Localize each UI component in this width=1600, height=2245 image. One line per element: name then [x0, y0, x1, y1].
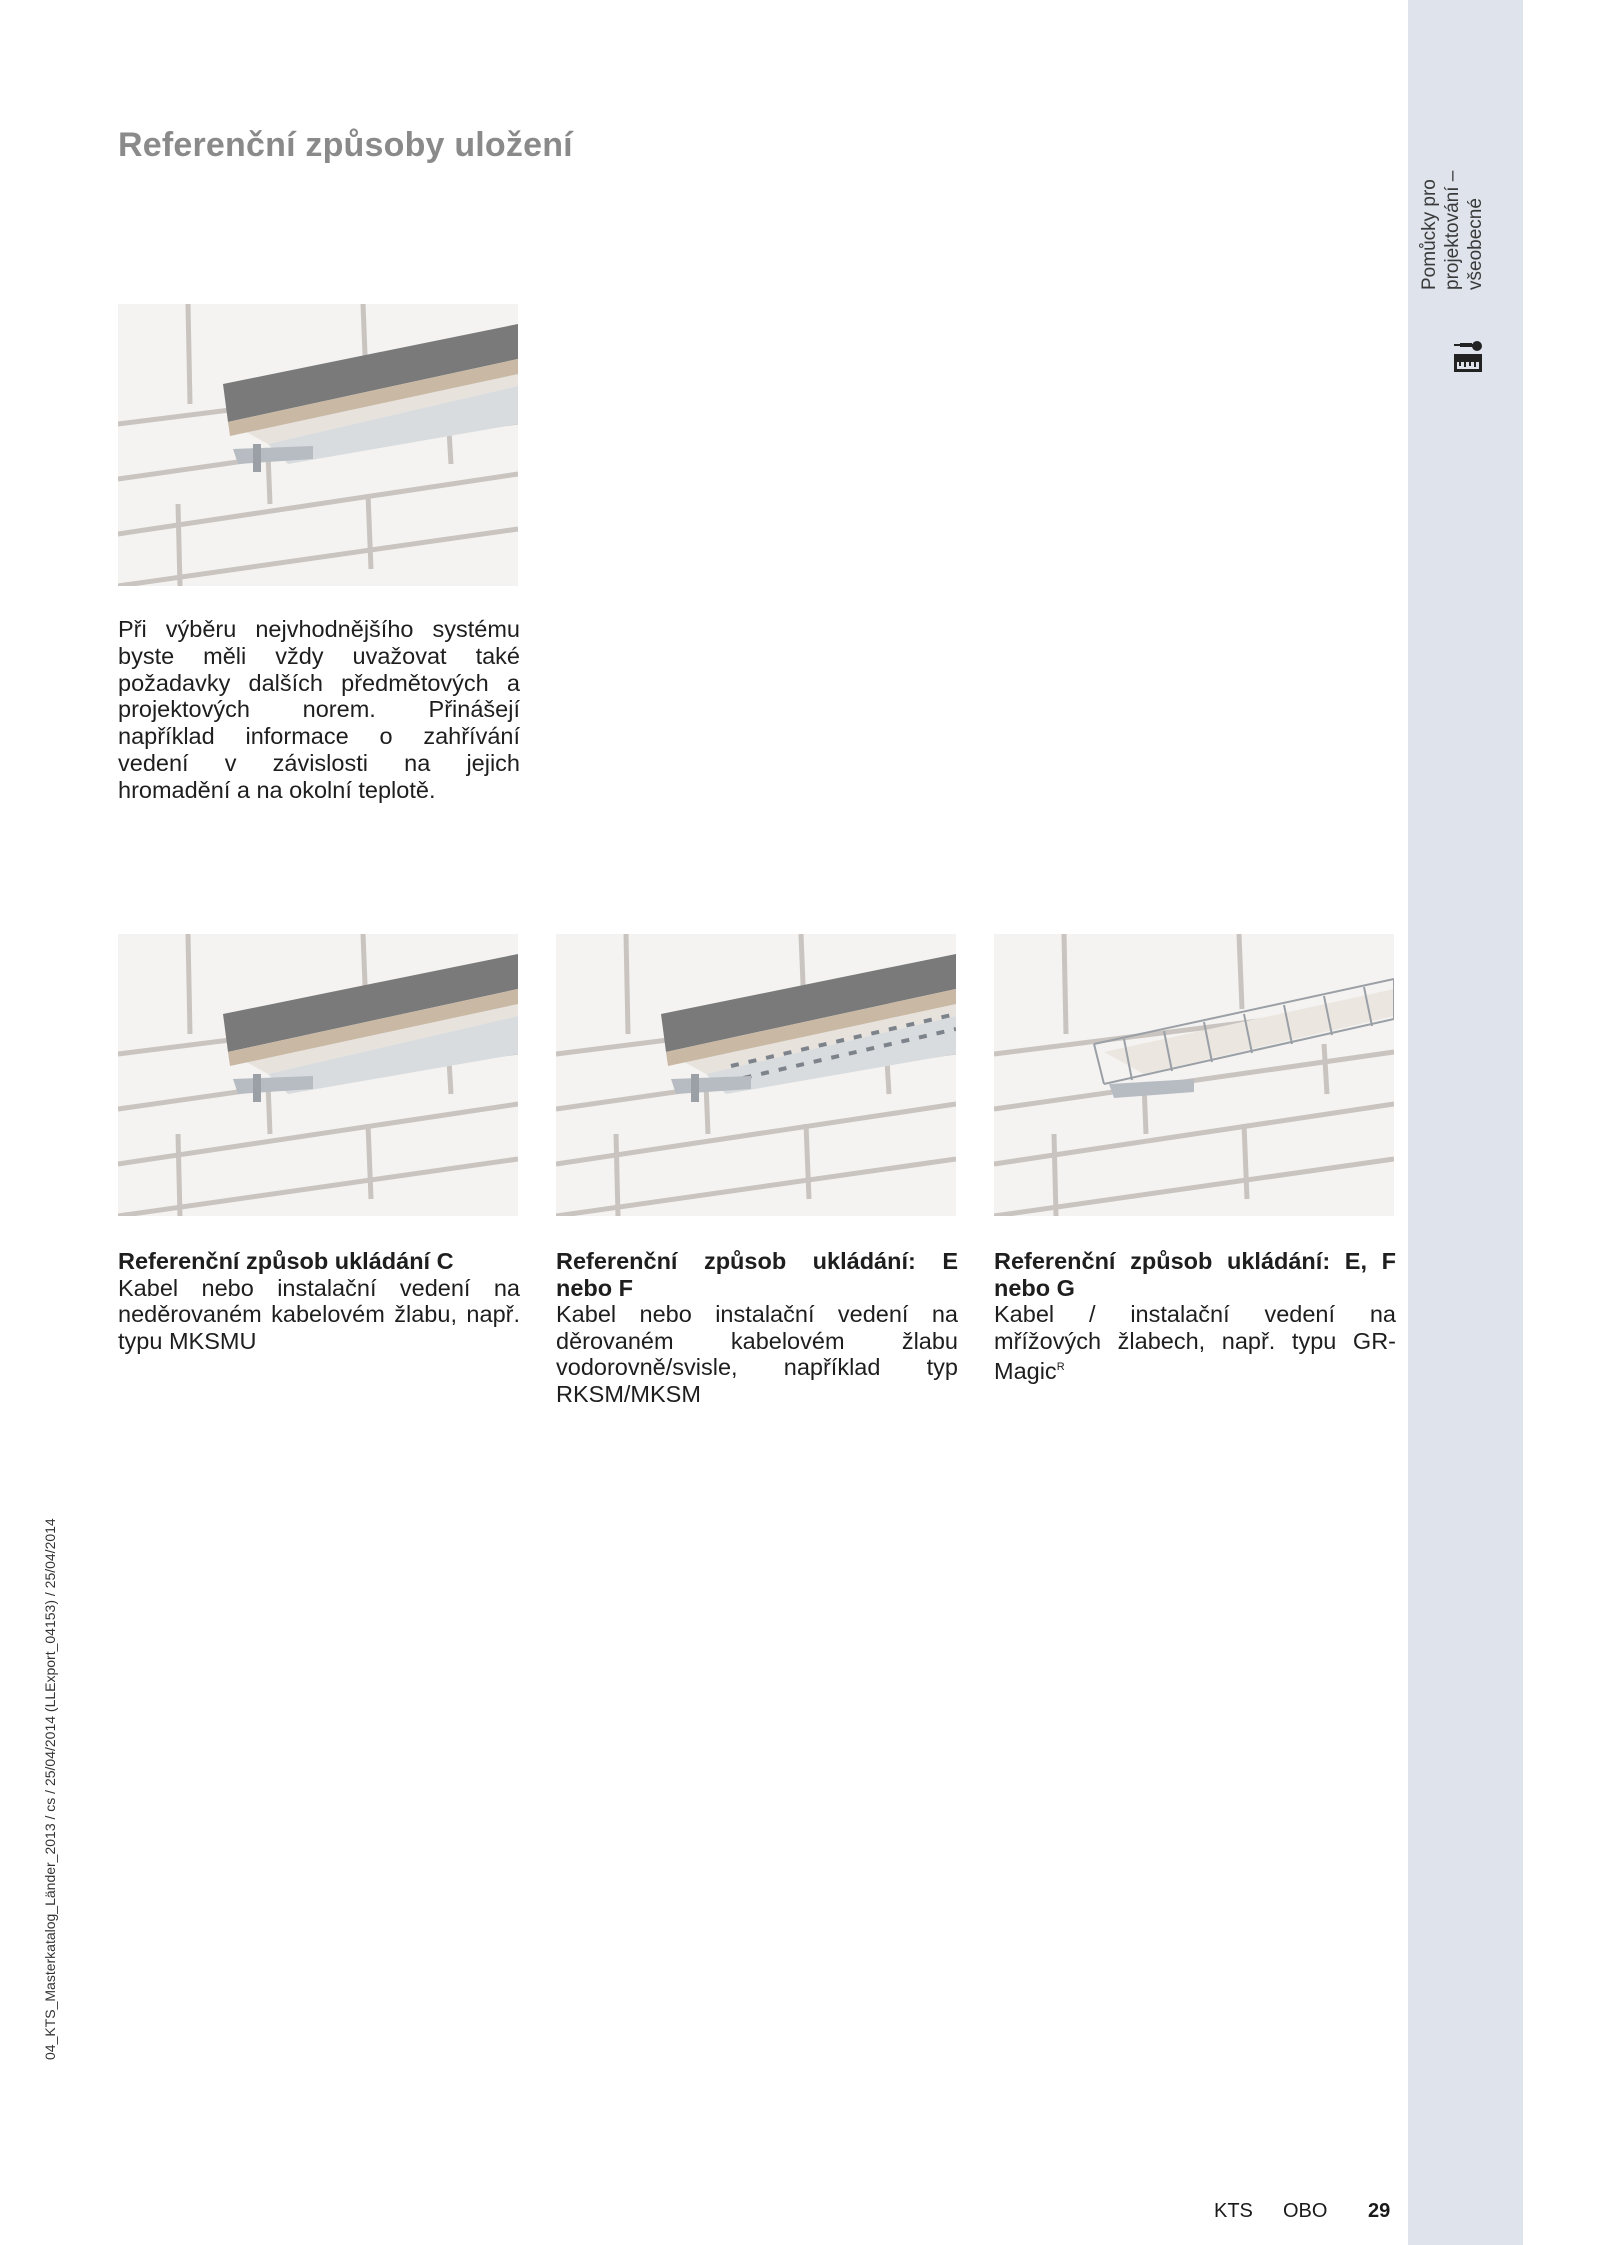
sidebar-label-line-1: Pomůcky pro: [1419, 179, 1440, 290]
sidebar-section-label: [1418, 140, 1518, 290]
caption-method-e-f: [556, 1248, 958, 1407]
sidebar-label-line-2: projektování –: [1442, 170, 1463, 290]
page-title: Referenční způsoby uložení: [118, 126, 573, 164]
cable-tray-perforated-photo: [556, 934, 956, 1216]
print-metadata: 04_KTS_Masterkatalog_Länder_2013 / cs / 25/04/2014 (LLExport_04153) / 25/04/2014: [42, 1518, 58, 2060]
cable-tray-unperforated-photo: [118, 304, 518, 586]
caption-title: Referenční způsob ukládání: E nebo F: [556, 1248, 958, 1301]
tools-ruler-icon: [1452, 340, 1484, 376]
sidebar-label-line-3: všeobecné: [1465, 198, 1486, 290]
caption-body: Kabel / instalační vedení na mřížových žlabech, např. typu GR-Magic: [994, 1301, 1396, 1384]
cable-tray-unperforated-photo: [118, 934, 518, 1216]
sidebar-tab: [1408, 0, 1523, 2245]
footer-brand: OBO: [1283, 2200, 1328, 2222]
footer-section: KTS: [1214, 2200, 1253, 2222]
caption-body: Kabel nebo instalační vedení na neděrovaném kabelovém žlabu, např. typu MKSMU: [118, 1274, 520, 1354]
mesh-cable-tray-photo: [994, 934, 1394, 1216]
page-number: 29: [1368, 2200, 1391, 2222]
caption-title: Referenční způsob ukládání: E, F nebo G: [994, 1248, 1396, 1301]
caption-body: Kabel nebo instalační vedení na děrovaném kabelovém žlabu vodorovně/svisle, například typ RKSM/MKSM: [556, 1301, 958, 1407]
intro-paragraph: Při výběru nejvhodnějšího systému byste měli vždy uvažovat také požadavky dalších předmětových a projektových norem. Přinášejí například informace o zahřívání vedení v závislosti na jejich hromadění a na okolní teplotě.: [118, 616, 520, 803]
caption-method-e-f-g: [994, 1248, 1396, 1384]
caption-method-c: [118, 1248, 520, 1354]
caption-title: Referenční způsob ukládání C: [118, 1248, 454, 1274]
registered-superscript: R: [1056, 1361, 1065, 1373]
